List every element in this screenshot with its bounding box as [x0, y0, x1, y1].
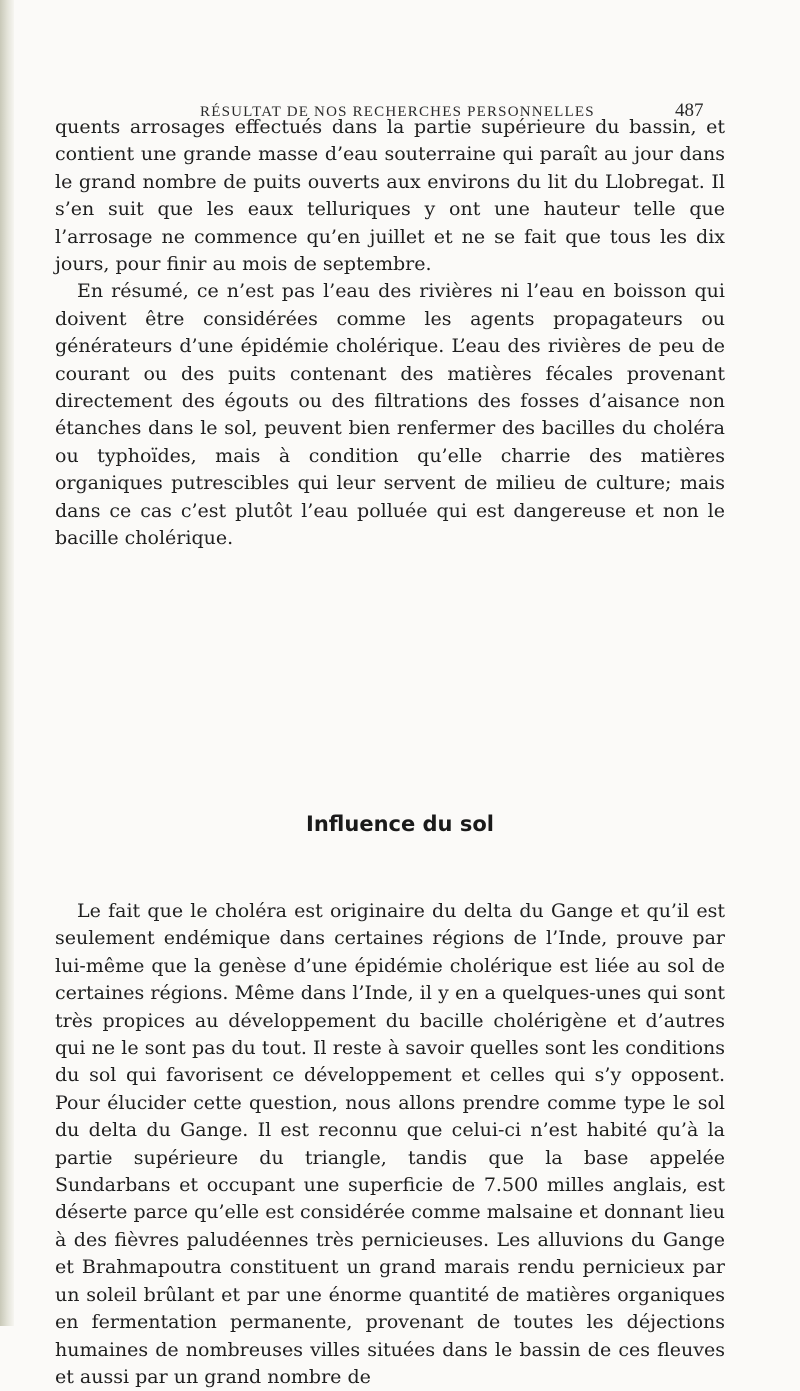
- text-block-bottom: [55, 898, 725, 1391]
- running-head: RÉSULTAT DE NOS RECHERCHES PERSONNELLES: [200, 104, 595, 120]
- section-heading: Influence du sol: [306, 812, 494, 836]
- page-number: 487: [675, 100, 704, 121]
- text-block-top: [55, 114, 725, 553]
- paragraph-influence-du-sol: Le fait que le choléra est originaire du delta du Gange et qu’il est seulement endémique dans certaines régions de l’Inde, prouve par lui-même que la genèse d’une épidémie cholérique est liée au sol de certaines régions. Même dans l’Inde, il y en a quelques-unes qui sont très propices au développement du bacille cholérigène et d’autres qui ne le sont pas du tout. Il reste à savoir quelles sont les conditions du sol qui favorisent ce développement et celles qui s’y opposent. Pour élucider cette question, nous allons prendre comme type le sol du delta du Gange. Il est reconnu que celui-ci n’est habité qu’à la partie supérieure du triangle, tandis que la base appelée Sundarbans et occupant une superficie de 7.500 milles anglais, est déserte parce qu’elle est considérée comme malsaine et donnant lieu à des fièvres paludéennes très pernicieuses. Les alluvions du Gange et Brahmapoutra constituent un grand marais rendu pernicieux par un soleil brûlant et par une énorme quantité de matières organiques en fermentation permanente, provenant de toutes les déjections humaines de nombreuses villes situées dans le bassin de ces fleuves et aussi par un grand nombre de: [55, 900, 725, 1388]
- paragraph-continuation: quents arrosages effectués dans la partie supérieure du bassin, et contient une grande masse d’eau souterraine qui paraît au jour dans le grand nombre de puits ouverts aux environs du lit du Llobregat. Il s’en suit que les eaux telluriques y ont une hauteur telle que l’arrosage ne commence qu’en juillet et ne se fait que tous les dix jours, pour finir au mois de septembre.: [55, 116, 725, 276]
- paragraph-en-resume: En résumé, ce n’est pas l’eau des rivières ni l’eau en boisson qui doivent être considérées comme les agents propagateurs ou générateurs d’une épidémie cholérique. L’eau des rivières de peu de courant ou des puits contenant des matières fécales provenant directement des égouts ou des filtrations des fosses d’aisance non étanches dans le sol, peuvent bien renfermer des bacilles du choléra ou typhoïdes, mais à condition qu’elle charrie des matières organiques putrescibles qui leur servent de milieu de culture; mais dans ce cas c’est plutôt l’eau polluée qui est dangereuse et non le bacille cholérique.: [55, 280, 725, 550]
